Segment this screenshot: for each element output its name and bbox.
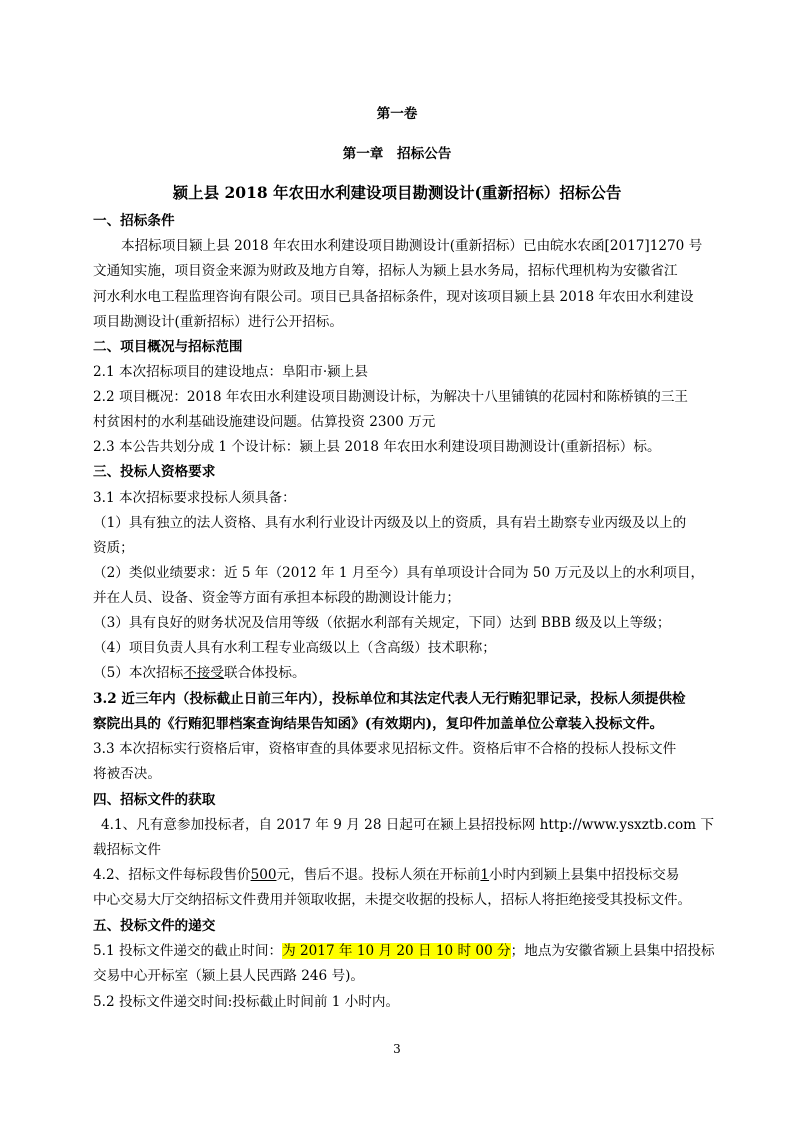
s3-line-1: 3.1 本次招标要求投标人须具备：	[93, 490, 296, 506]
s5-line-1-a: 5.1 投标文件递交的截止时间：	[93, 943, 283, 959]
s3-line-12: 将被否决。	[93, 766, 161, 782]
s5-line-1-c: ；地点为安徽省颍上县集中招投标	[510, 943, 715, 959]
s3-line-3: 资质；	[93, 540, 134, 556]
section-5-heading: 五、投标文件的递交	[93, 918, 216, 934]
s4-line-3	[93, 866, 705, 884]
s3-line-4: （2）类似业绩要求：近 5 年（2012 年 1 月至今）具有单项设计合同为 50 万元及以上的水利项目，	[93, 565, 705, 581]
s3-line-6: （3）具有良好的财务状况及信用等级（依据水利部有关规定，下同）达到 BBB 级及以上等级；	[93, 615, 671, 631]
volume-heading: 第一卷	[376, 106, 418, 122]
page-number: 3	[393, 1042, 401, 1056]
s3-line-8-underlined: 不接受	[183, 665, 224, 681]
section-1-heading: 一、招标条件	[93, 213, 175, 229]
s1-line-3: 河水利水电工程监理咨询有限公司。项目已具备招标条件，现对该项目颍上县 2018 年农田水利建设	[93, 289, 694, 305]
s4-line-1: 4.1、凡有意参加投标者，自 2017 年 9 月 28 日起可在颍上县招投标网 http://www.ysxztb.com 下	[101, 817, 714, 833]
s2-line-2: 2.2 项目概况：2018 年农田水利建设项目勘测设计标，为解决十八里铺镇的花园村和陈桥镇的三王	[93, 389, 689, 405]
s5-line-2: 交易中心开标室（颍上县人民西路 246 号)。	[93, 968, 364, 984]
notice-title: 颍上县 2018 年农田水利建设项目勘测设计(重新招标）招标公告	[172, 183, 622, 202]
deadline-highlight: 为 2017 年 10 月 20 日 10 时 00 分	[282, 943, 511, 959]
s2-line-1: 2.1 本次招标项目的建设地点：阜阳市·颍上县	[93, 364, 368, 380]
s4-line-3-a: 4.2、招标文件每标段售价	[93, 867, 251, 883]
s3-line-7: （4）项目负责人具有水利工程专业高级以上（含高级）技术职称；	[93, 640, 496, 656]
s3-line-10: 察院出具的《行贿犯罪档案查询结果告知函》(有效期内)，复印件加盖单位公章装入投标文件。	[93, 716, 664, 732]
s4-hours: 1	[480, 867, 490, 883]
s3-line-11: 3.3 本次招标实行资格后审，资格审查的具体要求见招标文件。资格后审不合格的投标人投标文件	[93, 741, 677, 757]
s5-line-1	[93, 942, 715, 960]
s2-line-4: 2.3 本公告共划分成 1 个设计标：颍上县 2018 年农田水利建设项目勘测设计(重新招标）标。	[93, 439, 661, 455]
s1-line-4: 项目勘测设计(重新招标）进行公开招标。	[93, 314, 343, 330]
s3-line-8-a: （5）本次招标	[93, 665, 184, 681]
chapter-heading: 第一章 招标公告	[342, 146, 452, 162]
s4-line-2: 载招标文件	[93, 842, 161, 858]
s1-line-2: 文通知实施，项目资金来源为财政及地方自筹，招标人为颍上县水务局，招标代理机构为安徽省江	[93, 263, 678, 279]
s3-line-8	[93, 664, 705, 682]
section-3-heading: 三、投标人资格要求	[93, 464, 216, 480]
s3-line-2: （1）具有独立的法人资格、具有水利行业设计丙级及以上的资质，具有岩土勘察专业丙级及以上的	[93, 515, 687, 531]
section-2-heading: 二、项目概况与招标范围	[93, 339, 243, 355]
s4-line-3-e: 小时内到颍上县集中招投标交易	[489, 867, 680, 883]
s4-price: 500	[250, 867, 277, 883]
s3-line-9: 3.2 近三年内（投标截止日前三年内），投标单位和其法定代表人无行贿犯罪记录，投标人须提供检	[93, 691, 686, 707]
s3-line-8-c: 联合体投标。	[224, 665, 306, 681]
section-4-heading: 四、招标文件的获取	[93, 792, 216, 808]
s4-line-3-c: 元，售后不退。投标人须在开标前	[276, 867, 481, 883]
s4-line-4: 中心交易大厅交纳招标文件费用并领取收据，未提交收据的投标人，招标人将拒绝接受其投标文件。	[93, 892, 692, 908]
s3-line-5: 并在人员、设备、资金等方面有承担本标段的勘测设计能力；	[93, 590, 461, 606]
s5-line-3: 5.2 投标文件递交时间:投标截止时间前 1 小时内。	[93, 994, 400, 1010]
s2-line-3: 村贫困村的水利基础设施建设问题。估算投资 2300 万元	[93, 414, 436, 430]
s1-line-1: 本招标项目颍上县 2018 年农田水利建设项目勘测设计(重新招标）已由皖水农函[2017]1270 号	[121, 238, 703, 254]
